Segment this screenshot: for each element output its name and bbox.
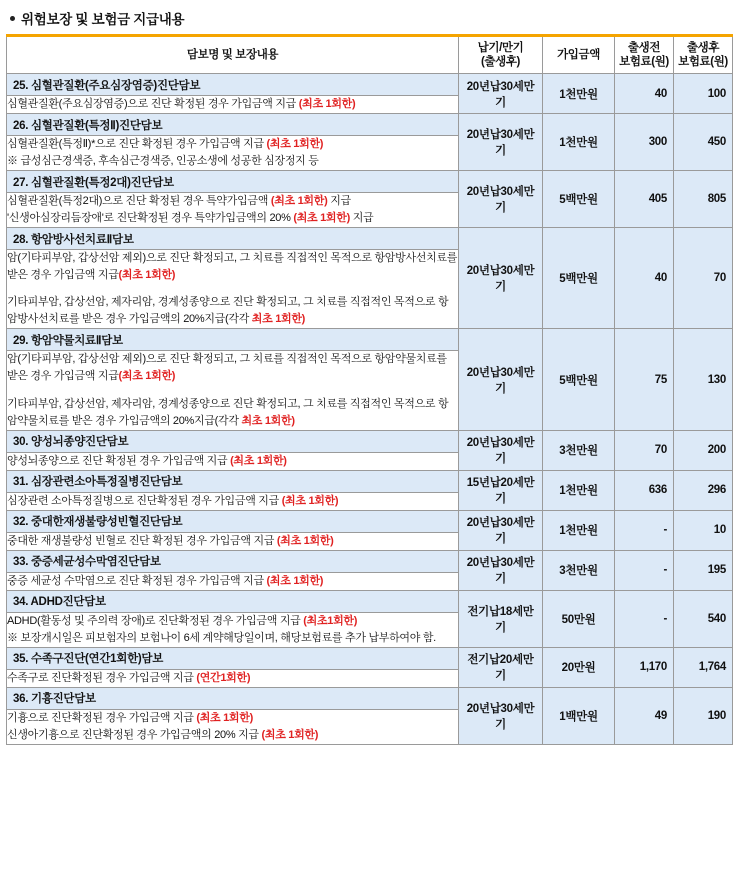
column-header-premium-after-line1: 출생후 bbox=[686, 41, 720, 54]
coverage-term: 20년납30세만기 bbox=[459, 329, 543, 430]
coverage-title: 25. 심혈관질환(주요심장염증)진단담보 bbox=[7, 74, 459, 96]
premium-after-birth: 1,764 bbox=[674, 647, 733, 687]
column-header-premium-before-line1: 출생전 bbox=[627, 41, 661, 54]
coverage-description: 중증 세균성 수막염으로 진단 확정된 경우 가입금액 지급 (최초 1회한) bbox=[7, 572, 459, 590]
coverage-title: 30. 양성뇌종양진단담보 bbox=[7, 430, 459, 452]
coverage-title: 31. 심장관련소아특정질병진단담보 bbox=[7, 470, 459, 492]
column-header-term bbox=[459, 36, 543, 74]
table-row bbox=[7, 470, 733, 492]
premium-after-birth: 70 bbox=[674, 228, 733, 329]
coverage-term: 전기납20세만기 bbox=[459, 647, 543, 687]
table-row bbox=[7, 114, 733, 136]
coverage-term: 20년납30세만기 bbox=[459, 171, 543, 228]
premium-before-birth: 40 bbox=[615, 74, 674, 114]
table-row bbox=[7, 550, 733, 572]
coverage-table bbox=[6, 34, 733, 745]
column-header-term-line1: 납기/만기 bbox=[477, 41, 524, 54]
coverage-amount: 50만원 bbox=[543, 590, 615, 647]
coverage-term: 20년납30세만기 bbox=[459, 510, 543, 550]
premium-after-birth: 540 bbox=[674, 590, 733, 647]
coverage-term: 20년납30세만기 bbox=[459, 228, 543, 329]
coverage-amount: 1백만원 bbox=[543, 687, 615, 744]
table-row bbox=[7, 510, 733, 532]
bullet-icon bbox=[10, 16, 15, 21]
table-row bbox=[7, 687, 733, 709]
premium-before-birth: - bbox=[615, 550, 674, 590]
coverage-term: 20년납30세만기 bbox=[459, 430, 543, 470]
table-row bbox=[7, 647, 733, 669]
premium-before-birth: 1,170 bbox=[615, 647, 674, 687]
table-body bbox=[7, 74, 733, 745]
coverage-title: 26. 심혈관질환(특정Ⅱ)진단담보 bbox=[7, 114, 459, 136]
coverage-amount: 20만원 bbox=[543, 647, 615, 687]
coverage-amount: 1천만원 bbox=[543, 114, 615, 171]
coverage-description: 심혈관질환(특정2대)으로 진단 확정된 경우 특약가입금액 (최초 1회한) 지급 '신생아심장리듬장애'로 진단확정된 경우 특약가입금액의 20% (최초 1회한) 지급 bbox=[7, 193, 459, 228]
column-header-description: 담보명 및 보장내용 bbox=[7, 36, 459, 74]
coverage-description: 기흉으로 진단확정된 경우 가입금액 지급 (최초 1회한) 신생아기흉으로 진단확정된 경우 가입금액의 20% 지급 (최초 1회한) bbox=[7, 709, 459, 744]
coverage-description: 심혈관질환(특정Ⅱ)*으로 진단 확정된 경우 가입금액 지급 (최초 1회한) ※ 급성심근경색증, 후속심근경색증, 인공소생에 성공한 심장정지 등 bbox=[7, 136, 459, 171]
premium-before-birth: 40 bbox=[615, 228, 674, 329]
premium-after-birth: 100 bbox=[674, 74, 733, 114]
premium-before-birth: 405 bbox=[615, 171, 674, 228]
premium-before-birth: - bbox=[615, 590, 674, 647]
premium-before-birth: - bbox=[615, 510, 674, 550]
coverage-term: 20년납30세만기 bbox=[459, 74, 543, 114]
table-row bbox=[7, 329, 733, 351]
coverage-amount: 1천만원 bbox=[543, 510, 615, 550]
coverage-amount: 5백만원 bbox=[543, 171, 615, 228]
premium-before-birth: 70 bbox=[615, 430, 674, 470]
premium-after-birth: 195 bbox=[674, 550, 733, 590]
table-header bbox=[7, 36, 733, 74]
coverage-amount: 5백만원 bbox=[543, 329, 615, 430]
table-row bbox=[7, 590, 733, 612]
premium-before-birth: 300 bbox=[615, 114, 674, 171]
coverage-term: 15년납20세만기 bbox=[459, 470, 543, 510]
coverage-description: 수족구로 진단확정된 경우 가입금액 지급 (연간1회한) bbox=[7, 669, 459, 687]
coverage-description: ADHD(활동성 및 주의력 장애)로 진단확정된 경우 가입금액 지급 (최초1회한) ※ 보장개시일은 피보험자의 보험나이 6세 계약해당일이며, 해당보험료를 추가 납부하여야 함. bbox=[7, 612, 459, 647]
column-header-premium-before-line2: 보험료(원) bbox=[619, 56, 669, 68]
coverage-title: 29. 항암약물치료Ⅱ담보 bbox=[7, 329, 459, 351]
coverage-description: 양성뇌종양으로 진단 확정된 경우 가입금액 지급 (최초 1회한) bbox=[7, 452, 459, 470]
coverage-title: 36. 기흉진단담보 bbox=[7, 687, 459, 709]
page-title bbox=[10, 8, 729, 28]
premium-after-birth: 190 bbox=[674, 687, 733, 744]
table-row bbox=[7, 228, 733, 250]
premium-after-birth: 296 bbox=[674, 470, 733, 510]
coverage-term: 20년납30세만기 bbox=[459, 114, 543, 171]
coverage-title: 35. 수족구진단(연간1회한)담보 bbox=[7, 647, 459, 669]
coverage-amount: 1천만원 bbox=[543, 470, 615, 510]
column-header-term-line2: (출생후) bbox=[481, 56, 520, 68]
premium-after-birth: 450 bbox=[674, 114, 733, 171]
premium-after-birth: 200 bbox=[674, 430, 733, 470]
coverage-description: 심혈관질환(주요심장염증)으로 진단 확정된 경우 가입금액 지급 (최초 1회한) bbox=[7, 96, 459, 114]
coverage-amount: 5백만원 bbox=[543, 228, 615, 329]
coverage-title: 34. ADHD진단담보 bbox=[7, 590, 459, 612]
coverage-title: 27. 심혈관질환(특정2대)진단담보 bbox=[7, 171, 459, 193]
column-header-premium-after bbox=[674, 36, 733, 74]
coverage-term: 전기납18세만기 bbox=[459, 590, 543, 647]
coverage-description: 암(기타피부암, 갑상선암 제외)으로 진단 확정되고, 그 치료를 직접적인 목적으로 항암약물치료를 받은 경우 가입금액 지급(최초 1회한) 기타피부암, 갑상선암, 제자리암, 경계성종양으로 진단 확정되고, 그 치료를 직접적인 목적으로 항암약물치료를 받은 경우 가입금액의 20%지급(각각 최초 1회한) bbox=[7, 351, 459, 430]
premium-after-birth: 10 bbox=[674, 510, 733, 550]
premium-before-birth: 636 bbox=[615, 470, 674, 510]
premium-before-birth: 49 bbox=[615, 687, 674, 744]
column-header-premium-before bbox=[615, 36, 674, 74]
premium-before-birth: 75 bbox=[615, 329, 674, 430]
coverage-description: 암(기타피부암, 갑상선암 제외)으로 진단 확정되고, 그 치료를 직접적인 목적으로 항암방사선치료를 받은 경우 가입금액 지급(최초 1회한) 기타피부암, 갑상선암, 제자리암, 경계성종양으로 진단 확정되고, 그 치료를 직접적인 목적으로 항암방사선치료를 받은 경우 가입금액의 20%지급(각각 최초 1회한) bbox=[7, 250, 459, 329]
coverage-amount: 1천만원 bbox=[543, 74, 615, 114]
coverage-title: 32. 중대한재생불량성빈혈진단담보 bbox=[7, 510, 459, 532]
table-row bbox=[7, 430, 733, 452]
column-header-premium-after-line2: 보험료(원) bbox=[678, 56, 728, 68]
coverage-term: 20년납30세만기 bbox=[459, 550, 543, 590]
page-title-text: 위험보장 및 보험금 지급내용 bbox=[21, 12, 185, 27]
column-header-amount: 가입금액 bbox=[543, 36, 615, 74]
premium-after-birth: 805 bbox=[674, 171, 733, 228]
table-row bbox=[7, 74, 733, 96]
premium-after-birth: 130 bbox=[674, 329, 733, 430]
coverage-title: 33. 중증세균성수막염진단담보 bbox=[7, 550, 459, 572]
table-row bbox=[7, 171, 733, 193]
coverage-description: 중대한 재생불량성 빈혈로 진단 확정된 경우 가입금액 지급 (최초 1회한) bbox=[7, 532, 459, 550]
coverage-description: 심장관련 소아특정질병으로 진단확정된 경우 가입금액 지급 (최초 1회한) bbox=[7, 492, 459, 510]
coverage-title: 28. 항암방사선치료Ⅱ담보 bbox=[7, 228, 459, 250]
coverage-term: 20년납30세만기 bbox=[459, 687, 543, 744]
coverage-amount: 3천만원 bbox=[543, 550, 615, 590]
coverage-amount: 3천만원 bbox=[543, 430, 615, 470]
